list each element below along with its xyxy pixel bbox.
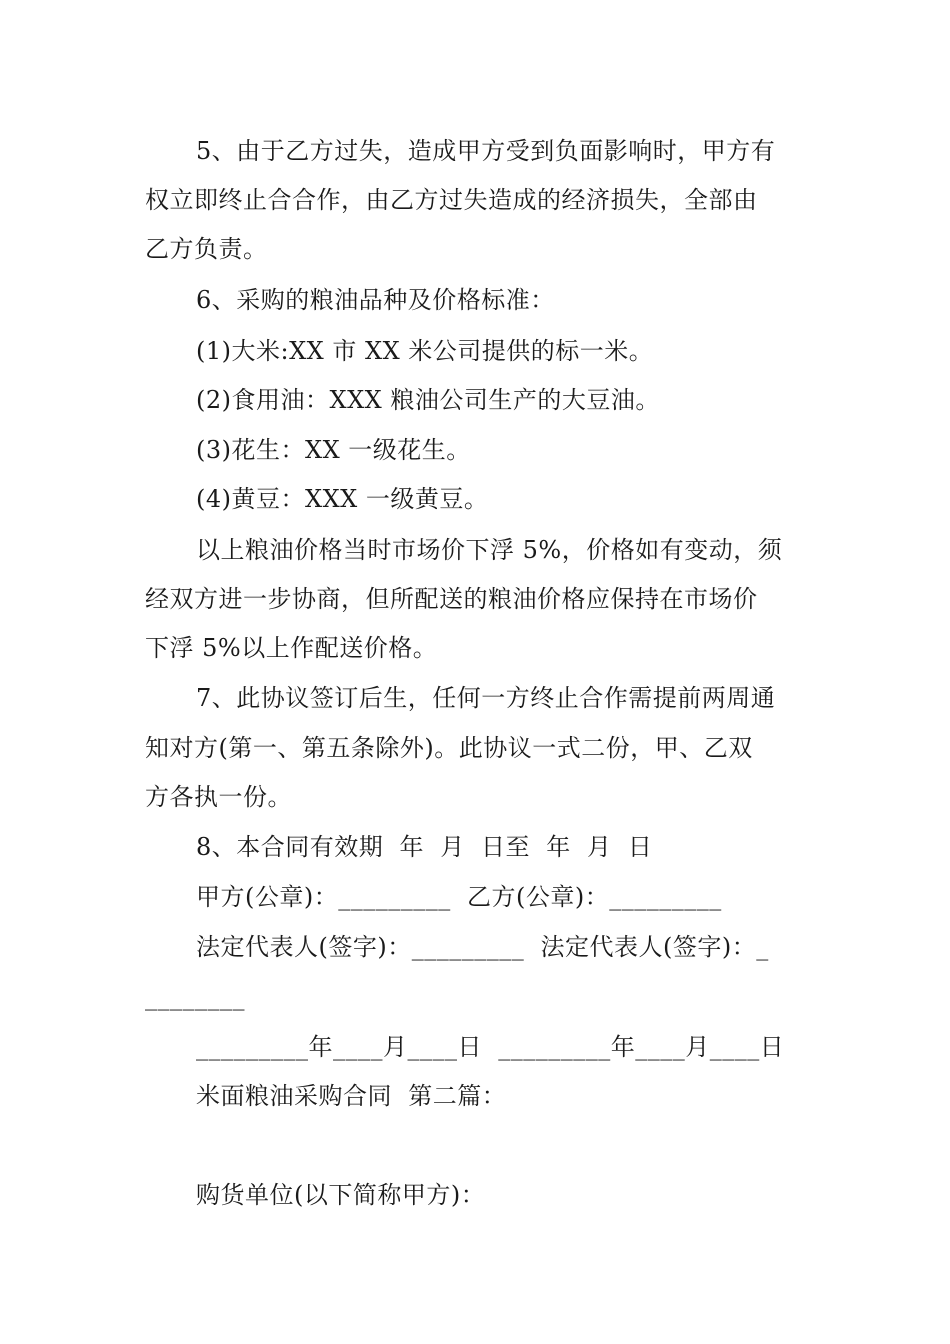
signature-blank-continuation: ________: [145, 983, 245, 1011]
clause-5-line-1: 5、由于乙方过失，造成甲方受到负面影响时，甲方有: [196, 137, 776, 165]
purchaser-unit-line: 购货单位(以下简称甲方)：: [196, 1181, 486, 1209]
clause-7-line-1: 7、此协议签订后生，任何一方终止合作需提前两周通: [196, 684, 776, 712]
second-contract-title: 米面粮油采购合同 第二篇：: [196, 1082, 507, 1110]
clause-5-line-3: 乙方负责。: [145, 235, 268, 263]
item-rice: (1)大米:XX 市 XX 米公司提供的标一米。: [196, 337, 654, 365]
clause-8-validity: 8、本合同有效期 年 月 日至 年 月 日: [196, 833, 653, 861]
clause-7-line-3: 方各执一份。: [145, 783, 292, 811]
clause-5-line-2: 权立即终止合合作，由乙方过失造成的经济损失，全部由: [145, 186, 758, 214]
clause-7-line-2: 知对方(第一、第五条除外)。此协议一式二份，甲、乙双: [145, 734, 753, 762]
item-soybean: (4)黄豆：XXX 一级黄豆。: [196, 485, 489, 513]
price-note-line-2: 经双方进一步协商，但所配送的粮油价格应保持在市场价: [145, 585, 758, 613]
party-seals-line: 甲方(公章)：_________ 乙方(公章)：_________: [196, 883, 722, 911]
item-oil: (2)食用油：XXX 粮油公司生产的大豆油。: [196, 386, 660, 414]
item-peanut: (3)花生：XX 一级花生。: [196, 436, 471, 464]
representative-signatures-line: 法定代表人(签字)：_________ 法定代表人(签字)：_: [196, 933, 769, 961]
clause-6-heading: 6、采购的粮油品种及价格标准：: [196, 286, 555, 314]
price-note-line-3: 下浮 5%以上作配送价格。: [145, 634, 438, 662]
price-note-line-1: 以上粮油价格当时市场价下浮 5%，价格如有变动，须: [196, 536, 783, 564]
date-blanks-line: _________年____月____日 _________年____月____日: [196, 1033, 785, 1061]
